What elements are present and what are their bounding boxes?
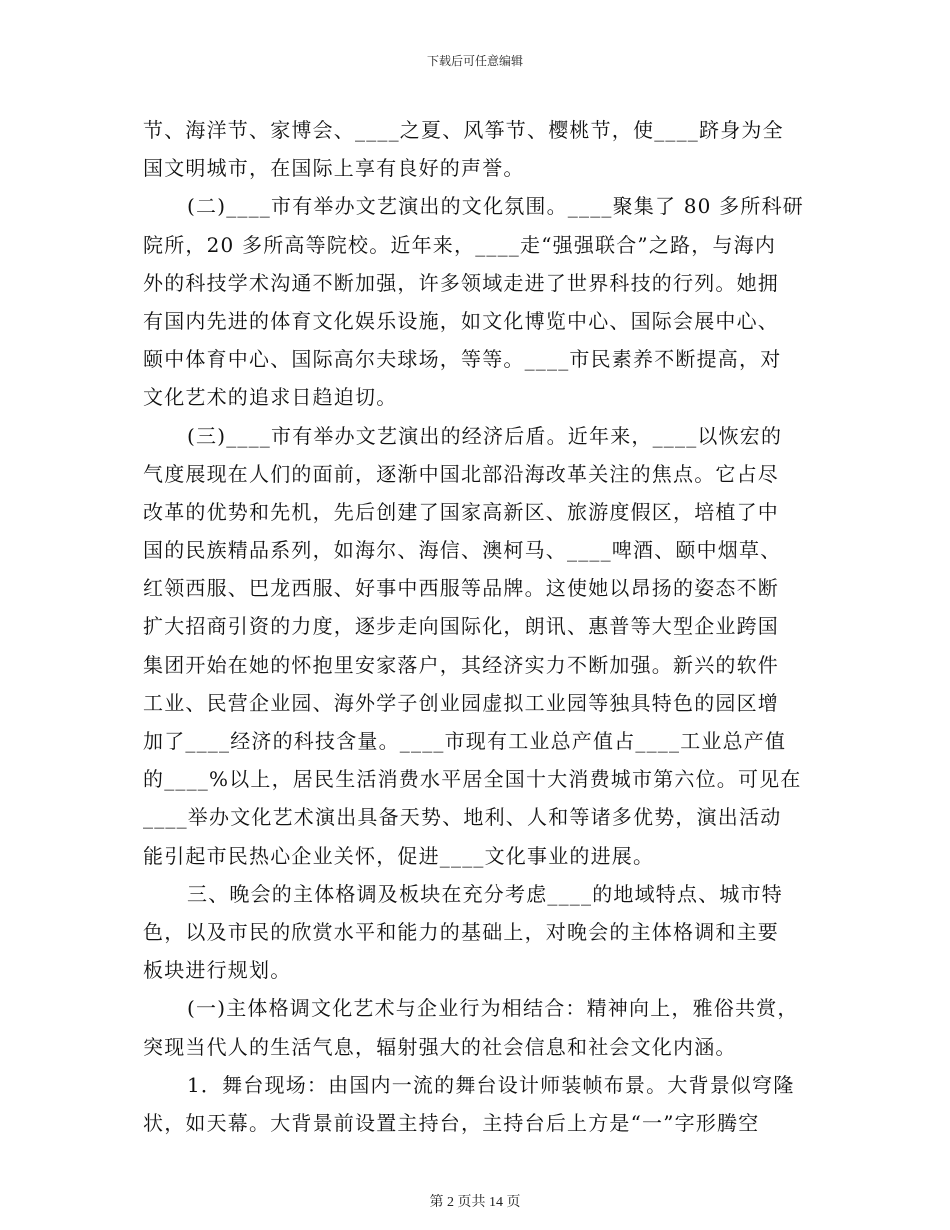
text-line: 工业、民营企业园、海外学子创业园虚拟工业园等独具特色的园区增 bbox=[143, 690, 779, 715]
text-line: 状，如天幕。大背景前设置主持台，主持台后上方是“一”字形腾空 bbox=[143, 1110, 760, 1135]
text-line: 改革的优势和先机，先后创建了国家高新区、旅游度假区，培植了中 bbox=[143, 499, 779, 524]
text-line: 气度展现在人们的面前，逐渐中国北部沿海改革关注的焦点。它占尽 bbox=[143, 461, 779, 486]
text-line: 红领西服、巴龙西服、好事中西服等品牌。这使她以昂扬的姿态不断 bbox=[143, 576, 779, 601]
text-line: 扩大招商引资的力度，逐步走向国际化，朗讯、惠普等大型企业跨国 bbox=[143, 614, 779, 639]
text-line: 节、海洋节、家博会、____之夏、风筝节、樱桃节，使____跻身为全 bbox=[143, 118, 784, 142]
text-line: 外的科技学术沟通不断加强，许多领域走进了世界科技的行列。她拥 bbox=[143, 270, 779, 295]
paragraph-start: 1．舞台现场：由国内一流的舞台设计师装帧布景。大背景似穹隆 bbox=[187, 1072, 795, 1097]
text-line: 有国内先进的体育文化娱乐设施，如文化博览中心、国际会展中心、 bbox=[143, 308, 779, 333]
document-body bbox=[143, 111, 807, 1142]
text-line: 加了____经济的科技含量。____市现有工业总产值占____工业总产值 bbox=[143, 729, 787, 753]
paragraph-start: (三)____市有举办文艺演出的经济后盾。近年来，____以恢宏的 bbox=[187, 423, 783, 448]
text-line: 院所，20 多所高等院校。近年来，____走“强强联合”之路，与海内 bbox=[143, 232, 777, 257]
paragraph-start: (二)____市有举办文艺演出的文化氛围。____聚集了 80 多所科研 bbox=[187, 194, 804, 219]
text-line: 国的民族精品系列，如海尔、海信、澳柯马、____啤酒、颐中烟草、 bbox=[143, 538, 782, 563]
text-line: 板块进行规划。 bbox=[143, 958, 292, 983]
text-line: 国文明城市，在国际上享有良好的声誉。 bbox=[143, 156, 525, 181]
text-line: 色，以及市民的欣赏水平和能力的基础上，对晚会的主体格调和主要 bbox=[143, 919, 779, 944]
text-line: ____举办文化艺术演出具备天势、地利、人和等诸多优势，演出活动 bbox=[143, 805, 782, 830]
text-line: 颐中体育中心、国际高尔夫球场，等等。____市民素养不断提高，对 bbox=[143, 347, 782, 372]
text-line: 能引起市民热心企业关怀，促进____文化事业的进展。 bbox=[143, 843, 655, 868]
page-header: 下载后可任意编辑 bbox=[426, 54, 523, 68]
text-line: 的____%以上，居民生活消费水平居全国十大消费城市第六位。可见在 bbox=[143, 767, 802, 792]
text-line: 突现当代人的生活气息，辐射强大的社会信息和社会文化内涵。 bbox=[143, 1034, 737, 1059]
page-footer: 第 2 页共 14 页 bbox=[429, 1195, 521, 1210]
section-heading: 三、晚会的主体格调及板块在充分考虑____的地域特点、城市特 bbox=[187, 881, 783, 906]
paragraph-start: (一)主体格调文化艺术与企业行为相结合：精神向上，雅俗共赏， bbox=[187, 996, 799, 1021]
text-line: 集团开始在她的怀抱里安家落户，其经济实力不断加强。新兴的软件 bbox=[143, 652, 779, 677]
text-line: 文化艺术的追求日趋迫切。 bbox=[143, 385, 398, 410]
